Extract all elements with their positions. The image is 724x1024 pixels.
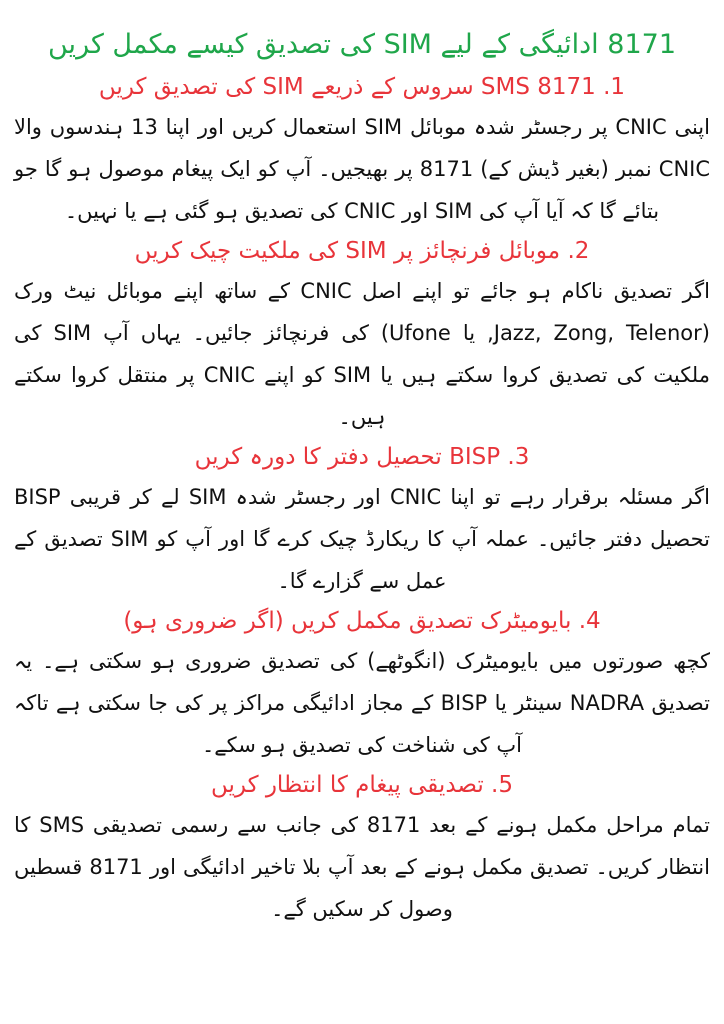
section-heading: 5. تصدیقی پیغام کا انتظار کریں (210, 772, 514, 798)
section-body: اگر مسئلہ برقرار رہے تو اپنا CNIC اور رجسٹر شدہ SIM لے کر قریبی BISP تحصیل دفتر جائیں۔ عملہ آپ کا ریکارڈ چیک کرے گا اور آپ کو SIM تصدیق کے عمل سے گزارے گا۔ (14, 485, 711, 593)
section-2 (14, 232, 710, 438)
section-body: تمام مراحل مکمل ہونے کے بعد 8171 کی جانب سے رسمی تصدیقی SMS کا انتظار کریں۔ تصدیق مکمل ہونے کے بعد آپ بلا تاخیر ادائیگی اور 8171 قسطیں وصول کر سکیں گے۔ (14, 813, 710, 921)
section-body: اپنی CNIC پر رجسٹر شدہ موبائل SIM استعمال کریں اور اپنا 13 ہندسوں والا CNIC نمبر (بغیر ڈیش کے) 8171 پر بھیجیں۔ آپ کو ایک پیغام موصول ہو گا جو بتائے گا کہ آیا آپ کی SIM اور CNIC کی تصدیق ہو گئی ہے یا نہیں۔ (14, 115, 711, 223)
section-heading: 1. SMS 8171 سروس کے ذریعے SIM کی تصدیق کریں (98, 74, 626, 100)
section-4 (14, 602, 710, 766)
section-heading: 2. موبائل فرنچائز پر SIM کی ملکیت چیک کریں (134, 238, 590, 264)
section-heading: 4. بایومیٹرک تصدیق مکمل کریں (اگر ضروری ہو) (123, 608, 601, 634)
section-body: کچھ صورتوں میں بایومیٹرک (انگوٹھے) کی تصدیق ضروری ہو سکتی ہے۔ یہ تصدیق NADRA سینٹر یا BISP کے مجاز ادائیگی مراکز پر کی جا سکتی ہے تاکہ آپ کی شناخت کی تصدیق ہو سکے۔ (14, 649, 710, 757)
section-3 (14, 438, 710, 602)
section-heading: 3. BISP تحصیل دفتر کا دورہ کریں (194, 444, 530, 470)
section-5 (14, 766, 710, 930)
section-1 (14, 68, 710, 232)
section-body: اگر تصدیق ناکام ہو جائے تو اپنے اصل CNIC کے ساتھ اپنے موبائل نیٹ ورک (Jazz, Zong, Telenor, یا Ufone) کی فرنچائز جائیں۔ یہاں آپ SIM کی ملکیت کی تصدیق کروا سکتے ہیں یا SIM کو اپنے CNIC پر منتقل کروا سکتے ہیں۔ (14, 279, 710, 429)
page-title: 8171 ادائیگی کے لیے SIM کی تصدیق کیسے مکمل کریں (48, 29, 676, 60)
